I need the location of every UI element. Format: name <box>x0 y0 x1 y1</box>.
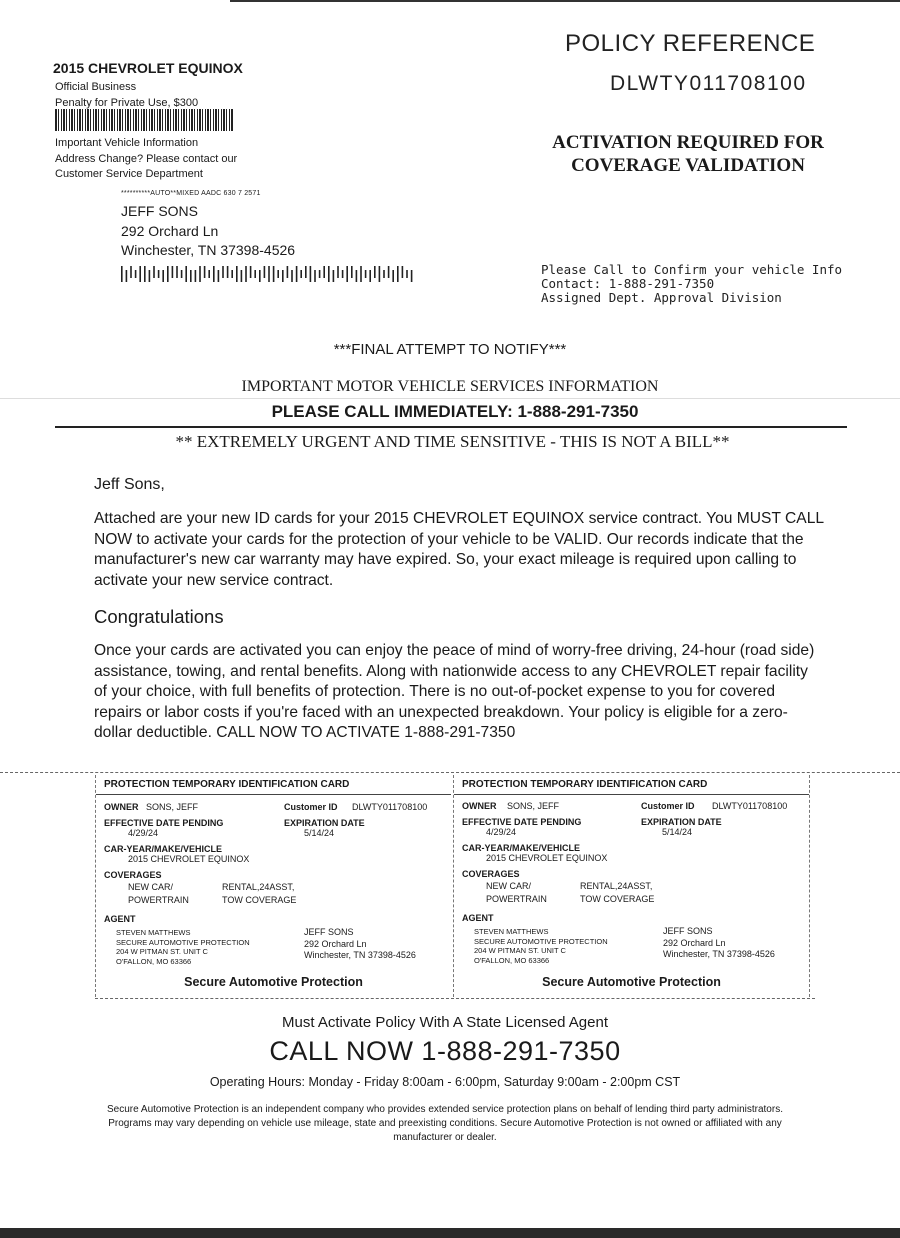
card-header: PROTECTION TEMPORARY IDENTIFICATION CARD <box>104 779 350 790</box>
postal-barcode-bar <box>144 266 146 282</box>
postal-barcode-bar <box>296 266 298 282</box>
holder-name: JEFF SONS <box>663 926 713 936</box>
postal-barcode-bar <box>218 270 220 282</box>
postal-barcode-bar <box>121 266 123 282</box>
effective-date-value: 4/29/24 <box>128 828 159 838</box>
recipient-address <box>121 202 295 261</box>
card-footer: Secure Automotive Protection <box>184 975 363 989</box>
postal-barcode-bar <box>139 266 141 282</box>
penalty-text: Penalty for Private Use, $300 <box>55 96 199 109</box>
vehicle-label: CAR-YEAR/MAKE/VEHICLE <box>462 843 581 853</box>
vehicle-value: 2015 CHEVROLET EQUINOX <box>128 854 250 864</box>
agent-name: STEVEN MATTHEWS <box>116 928 191 937</box>
agent-street: 204 W PITMAN ST. UNIT C <box>474 946 566 955</box>
policy-reference-heading: POLICY REFERENCE <box>565 30 816 57</box>
important-info-text: Important Vehicle Information <box>55 137 199 149</box>
please-call-heading: PLEASE CALL IMMEDIATELY: 1-888-291-7350 <box>271 402 639 421</box>
holder-address <box>663 926 775 961</box>
postal-barcode-bar <box>360 266 362 282</box>
postal-barcode-bar <box>273 266 275 282</box>
page-bottom-edge <box>0 1228 900 1238</box>
postal-barcode-bar <box>351 266 353 278</box>
postal-barcode-bar <box>365 270 367 278</box>
effective-date-label: EFFECTIVE DATE PENDING <box>462 817 582 827</box>
postal-barcode-bar <box>411 270 413 282</box>
postal-barcode-bar <box>374 266 376 278</box>
agent-address <box>116 928 250 966</box>
postal-barcode-bar <box>264 266 266 278</box>
coverages-label: COVERAGES <box>104 870 162 880</box>
cut-line-top <box>0 772 900 773</box>
policy-number: DLWTY011708100 <box>610 72 807 95</box>
recipient-name: JEFF SONS <box>121 203 199 219</box>
agent-city: O'FALLON, MO 63366 <box>474 955 550 965</box>
expiration-date-label: EXPIRATION DATE <box>641 817 722 827</box>
postal-barcode-bar <box>356 270 358 282</box>
postal-barcode-bar <box>254 270 256 278</box>
postal-barcode-bar <box>162 270 164 282</box>
postal-barcode-bar <box>176 266 178 278</box>
effective-date-value: 4/29/24 <box>486 827 517 837</box>
call-info-line-3: Assigned Dept. Approval Division <box>541 290 782 305</box>
postal-barcode-bar <box>172 266 174 278</box>
barcode-image <box>55 109 233 131</box>
postal-barcode-bar <box>328 266 330 282</box>
recipient-city: Winchester, TN 37398-4526 <box>121 242 296 258</box>
agent-label: AGENT <box>104 914 136 924</box>
must-activate-text: Must Activate Policy With A State Licensed Agent <box>281 1014 608 1031</box>
agent-street: 204 W PITMAN ST. UNIT C <box>116 947 208 956</box>
return-address-lines <box>55 80 198 111</box>
postal-barcode-bar <box>314 270 316 282</box>
postal-barcode-bar <box>236 266 238 282</box>
postal-barcode-bar <box>397 266 399 282</box>
recipient-street: 292 Orchard Ln <box>121 222 219 239</box>
postal-barcode-bar <box>158 270 160 278</box>
agent-city: O'FALLON, MO 63366 <box>116 956 192 966</box>
faint-divider <box>0 398 900 399</box>
disclaimer: Secure Automotive Protection is an independent company who provides extended service protection plans on behalf of lending third party administrators. Programs may vary depending on vehicle use mileage, state and preexisting conditions. Secure Automotive Protection is not owned or affiliated with any manufacturer or dealer. <box>107 1104 783 1143</box>
call-now-heading: CALL NOW 1-888-291-7350 <box>269 1036 621 1066</box>
holder-street: 292 Orchard Ln <box>304 938 367 949</box>
postal-barcode-bar <box>392 270 394 282</box>
postal-barcode-bar <box>130 266 132 278</box>
greeting: Jeff Sons, <box>94 476 165 493</box>
postal-barcode-bar <box>208 270 210 278</box>
holder-name: JEFF SONS <box>304 927 354 937</box>
agent-address <box>474 927 608 965</box>
customer-id-label: Customer ID <box>641 801 695 811</box>
vehicle-title: 2015 CHEVROLET EQUINOX <box>53 60 243 76</box>
congratulations-heading: Congratulations <box>94 606 224 627</box>
postal-sort-line: **********AUTO**MIXED AADC 630 7 2571 <box>121 190 261 197</box>
owner-label: OWNER <box>104 802 139 812</box>
id-card-left <box>95 775 451 997</box>
page-top-edge <box>230 0 900 2</box>
urgent-notice: ** EXTREMELY URGENT AND TIME SENSITIVE - THIS IS NOT A BILL** <box>175 432 730 451</box>
postal-barcode-bar <box>259 270 261 282</box>
return-info-lines <box>55 136 237 183</box>
owner-label: OWNER <box>462 801 497 811</box>
cut-line-bottom <box>95 998 815 999</box>
postal-barcode-bar <box>190 270 192 282</box>
customer-id-value: DLWTY011708100 <box>352 802 428 812</box>
holder-address <box>304 927 416 962</box>
agent-name: STEVEN MATTHEWS <box>474 927 549 936</box>
postal-barcode-bar <box>369 270 371 282</box>
coverage-new-car: NEW CAR/ <box>128 882 173 892</box>
postal-barcode-bar <box>195 270 197 282</box>
postal-barcode-bar <box>250 266 252 278</box>
operating-hours: Operating Hours: Monday - Friday 8:00am - 6:00pm, Saturday 9:00am - 2:00pm CST <box>209 1075 681 1089</box>
postal-barcode-bar <box>126 270 128 282</box>
holder-street: 292 Orchard Ln <box>663 937 726 948</box>
activation-line-2: COVERAGE VALIDATION <box>571 155 805 176</box>
postal-barcode-bar <box>406 270 408 278</box>
card-divider <box>96 794 451 795</box>
expiration-date-value: 5/14/24 <box>304 828 335 838</box>
heading-divider <box>55 426 847 428</box>
expiration-date-label: EXPIRATION DATE <box>284 818 365 828</box>
postal-barcode-bar <box>337 266 339 278</box>
coverages-label: COVERAGES <box>462 869 520 879</box>
postal-barcode-bar <box>185 266 187 282</box>
postal-barcode-bar <box>213 266 215 282</box>
postal-barcode-bar <box>227 266 229 278</box>
postal-barcode-bar <box>277 270 279 278</box>
letter-paragraph-2: Once your cards are activated you can enjoy the peace of mind of worry-free driving, 24-hour (road side) assistance, towing, and rental benefits. Along with nationwide access to any CHEVROLET repair facility of your choice, with full benefits of protection. There is no out-of-pocket expense to you for covered repairs or labor costs if you're faced with an unexpected breakdown. Your policy is eligible for a zero-dollar deductible. CALL NOW TO ACTIVATE 1-888-291-7350 <box>94 642 815 741</box>
call-info <box>541 263 842 305</box>
postal-barcode-bar <box>204 266 206 278</box>
postal-barcode-bar <box>167 266 169 282</box>
customer-service-text: Customer Service Department <box>55 168 203 180</box>
postal-barcode-bar <box>342 270 344 278</box>
postal-barcode-bar <box>383 270 385 278</box>
postal-barcode-bar <box>282 270 284 282</box>
vehicle-value: 2015 CHEVROLET EQUINOX <box>486 853 608 863</box>
postal-barcode-bar <box>287 266 289 278</box>
letter-paragraph-1: Attached are your new ID cards for your 2015 CHEVROLET EQUINOX service contract. You MUST CALL NOW to activate your cards for the protection of your vehicle to be VALID. Our records indicate that the manufacturer's new car warranty may have expired. So, your exact mileage is required upon calling to activate your new service contract. <box>94 510 824 589</box>
postal-barcode-bar <box>153 266 155 278</box>
postal-barcode-bar <box>149 270 151 282</box>
customer-id-label: Customer ID <box>284 802 338 812</box>
card-divider <box>454 794 809 795</box>
postal-barcode-bar <box>319 270 321 278</box>
card-header: PROTECTION TEMPORARY IDENTIFICATION CARD <box>462 779 708 790</box>
agent-label: AGENT <box>462 913 494 923</box>
activation-line-1: ACTIVATION REQUIRED FOR <box>552 132 824 153</box>
id-card-right <box>453 775 810 997</box>
postal-barcode-bar <box>305 266 307 278</box>
card-footer: Secure Automotive Protection <box>542 975 721 989</box>
postal-barcode-bar <box>300 270 302 278</box>
coverage-tow: TOW COVERAGE <box>222 895 297 905</box>
postal-barcode-bar <box>241 270 243 282</box>
coverage-powertrain: POWERTRAIN <box>486 894 547 904</box>
owner-value: SONS, JEFF <box>146 802 199 812</box>
official-business-text: Official Business <box>55 81 137 93</box>
expiration-date-value: 5/14/24 <box>662 827 693 837</box>
address-change-text: Address Change? Please contact our <box>55 152 238 165</box>
postal-barcode-bar <box>222 266 224 278</box>
holder-city: Winchester, TN 37398-4526 <box>663 949 775 959</box>
postal-barcode-bar <box>268 266 270 282</box>
owner-value: SONS, JEFF <box>507 801 560 811</box>
postal-barcode-bar <box>388 266 390 278</box>
call-info-line-1: Please Call to Confirm your vehicle Info <box>541 262 843 277</box>
coverage-rental: RENTAL,24ASST, <box>580 881 653 891</box>
customer-id-value: DLWTY011708100 <box>712 801 788 811</box>
postal-barcode-bar <box>323 266 325 278</box>
call-info-line-2: Contact: 1-888-291-7350 <box>541 276 715 291</box>
coverage-powertrain: POWERTRAIN <box>128 895 189 905</box>
coverage-new-car: NEW CAR/ <box>486 881 531 891</box>
coverage-tow: TOW COVERAGE <box>580 894 655 904</box>
postal-barcode-bar <box>199 266 201 282</box>
postal-barcode <box>121 266 421 282</box>
postal-barcode-bar <box>346 266 348 282</box>
effective-date-label: EFFECTIVE DATE PENDING <box>104 818 224 828</box>
agent-company: SECURE AUTOMOTIVE PROTECTION <box>474 936 608 946</box>
postal-barcode-bar <box>135 270 137 278</box>
agent-company: SECURE AUTOMOTIVE PROTECTION <box>116 937 250 947</box>
postal-barcode-bar <box>231 270 233 278</box>
postal-barcode-bar <box>181 270 183 278</box>
postal-barcode-bar <box>333 270 335 282</box>
postal-barcode-bar <box>291 270 293 282</box>
postal-barcode-bar <box>245 266 247 282</box>
coverage-rental: RENTAL,24ASST, <box>222 882 295 892</box>
holder-city: Winchester, TN 37398-4526 <box>304 950 416 960</box>
postal-barcode-bar <box>379 266 381 282</box>
activation-required-heading <box>538 131 838 177</box>
important-info-heading: IMPORTANT MOTOR VEHICLE SERVICES INFORMATION <box>241 378 659 395</box>
final-attempt-notice: ***FINAL ATTEMPT TO NOTIFY*** <box>333 341 567 358</box>
postal-barcode-bar <box>402 266 404 278</box>
vehicle-label: CAR-YEAR/MAKE/VEHICLE <box>104 844 223 854</box>
postal-barcode-bar <box>310 266 312 282</box>
